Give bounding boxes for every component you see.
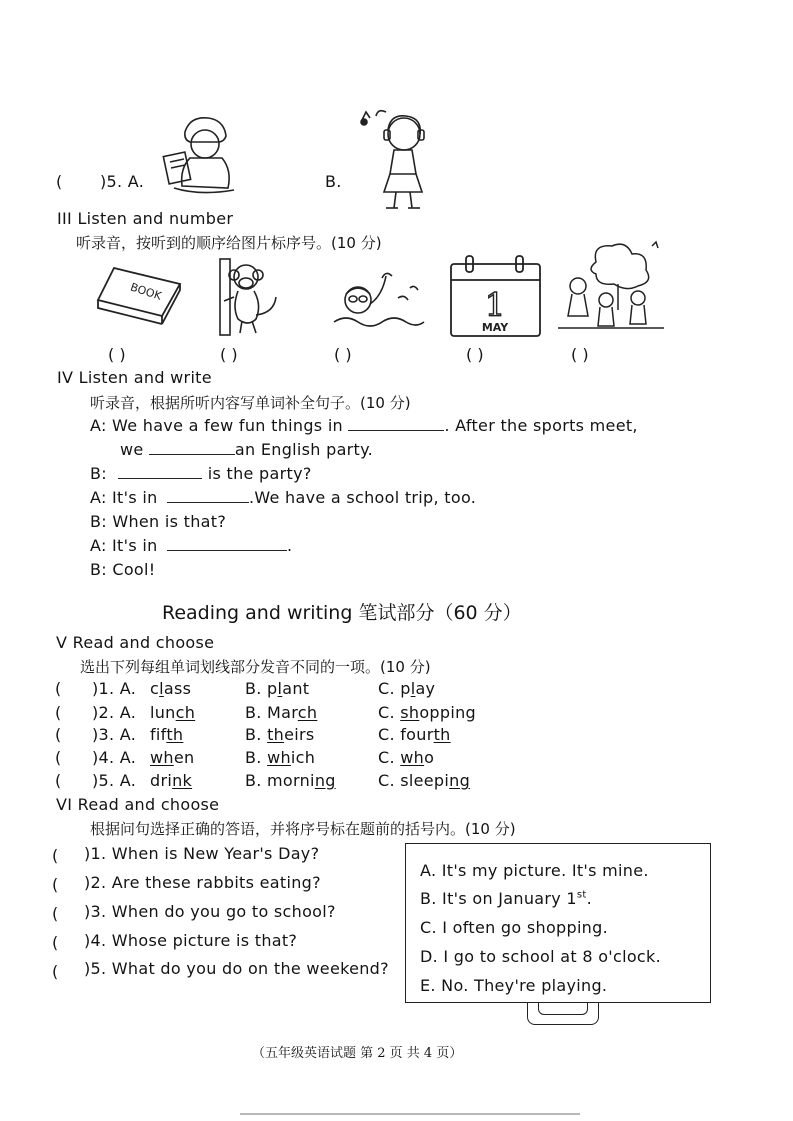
dialog-line-6-text-b: .	[286, 536, 293, 555]
option-a: fifth	[150, 725, 184, 744]
monkey-picture	[212, 257, 282, 337]
dialog-line-3-text-b: is the party?	[207, 464, 312, 483]
dialog-line-4	[90, 488, 476, 507]
dialog-line-4-text-a: A: It's in	[90, 488, 158, 507]
reading-writing-title: Reading and writing 笔试部分（60 分）	[162, 602, 522, 624]
section5-title: V Read and choose	[56, 633, 215, 652]
answer-paren[interactable]: (	[55, 725, 62, 744]
girl-with-headphones-picture	[356, 108, 436, 216]
option-b: B. morning	[245, 771, 336, 790]
question-5: )5. What do you do on the weekend?	[84, 959, 389, 978]
blank-4[interactable]	[167, 488, 249, 503]
q5-option-b-label: B.	[325, 172, 342, 191]
row-number: )4. A.	[92, 748, 137, 767]
dialog-line-1-text-b: . After the sports meet,	[444, 416, 638, 435]
book-picture	[96, 262, 184, 322]
page-footer: （五年级英语试题 第 2 页 共 4 页）	[252, 1046, 463, 1061]
calendar-may-1-picture	[448, 254, 543, 338]
section3-title: III Listen and number	[57, 209, 234, 228]
option-b: B. theirs	[245, 725, 315, 744]
section5-instruction: 选出下列每组单词划线部分发音不同的一项。(10 分)	[80, 658, 431, 676]
blank-5[interactable]	[167, 536, 287, 551]
question-4-paren[interactable]: (	[52, 933, 59, 952]
option-b: B. March	[245, 703, 318, 722]
q5-paren: (	[56, 172, 63, 191]
section6-instruction: 根据问句选择正确的答语，并将序号标在题前的括号内。(10 分)	[90, 820, 516, 838]
kids-picnic-picture	[556, 240, 666, 334]
row-number: )5. A.	[92, 771, 137, 790]
dialog-line-1	[90, 416, 638, 435]
calendar-month: MAY	[481, 321, 509, 334]
dialog-line-4-text-b: .We have a school trip, too.	[248, 488, 477, 507]
answer-a: A. It's my picture. It's mine.	[420, 861, 649, 880]
dialog-line-2-text-a: we	[120, 440, 144, 459]
option-a: class	[150, 679, 192, 698]
option-c: C. fourth	[378, 725, 451, 744]
dialog-line-2	[120, 440, 373, 459]
blank-2[interactable]	[149, 440, 235, 455]
option-a: lunch	[150, 703, 196, 722]
answer-b: B. It's on January 1st.	[420, 889, 593, 908]
question-5-paren[interactable]: (	[52, 962, 59, 981]
picture-1-answer-blank[interactable]: ( )	[108, 345, 126, 364]
question-2: )2. Are these rabbits eating?	[84, 873, 321, 892]
dialog-line-6	[90, 536, 292, 555]
q5-label: )5. A.	[100, 172, 145, 191]
blank-1[interactable]	[348, 416, 444, 431]
answer-paren[interactable]: (	[55, 748, 62, 767]
answer-e: E. No. They're playing.	[420, 976, 608, 995]
option-b: B. plant	[245, 679, 310, 698]
option-c: C. sleeping	[378, 771, 471, 790]
swimmer-picture	[330, 268, 425, 333]
answer-d: D. I go to school at 8 o'clock.	[420, 947, 661, 966]
dialog-line-3	[90, 464, 312, 483]
option-c: C. shopping	[378, 703, 476, 722]
answer-paren[interactable]: (	[55, 703, 62, 722]
option-a: drink	[150, 771, 193, 790]
book-cover-text: BOOK	[128, 280, 164, 303]
blank-3[interactable]	[118, 464, 202, 479]
section4-title: IV Listen and write	[57, 368, 212, 387]
picture-5-answer-blank[interactable]: ( )	[571, 345, 589, 364]
answer-paren[interactable]: (	[55, 771, 62, 790]
section4-instruction: 听录音，根据所听内容写单词补全句子。(10 分)	[90, 394, 411, 412]
section6-title: VI Read and choose	[56, 795, 220, 814]
answer-paren[interactable]: (	[55, 679, 62, 698]
calendar-day-number: 1	[484, 286, 506, 324]
option-c: C. play	[378, 679, 436, 698]
dialog-line-1-text-a: A: We have a few fun things in	[90, 416, 343, 435]
answer-c: C. I often go shopping.	[420, 918, 608, 937]
question-4: )4. Whose picture is that?	[84, 931, 298, 950]
dialog-line-6-text-a: A: It's in	[90, 536, 158, 555]
option-c: C. who	[378, 748, 435, 767]
answer-box-handle-inner	[538, 1003, 588, 1015]
question-3: )3. When do you go to school?	[84, 902, 336, 921]
scan-edge-line	[240, 1113, 580, 1115]
row-number: )1. A.	[92, 679, 137, 698]
row-number: )2. A.	[92, 703, 137, 722]
question-1: )1. When is New Year's Day?	[84, 844, 320, 863]
dialog-line-7: B: Cool!	[90, 560, 156, 579]
section3-instruction: 听录音，按听到的顺序给图片标序号。(10 分)	[76, 234, 382, 252]
dialog-line-3-text-a: B:	[90, 464, 107, 483]
picture-3-answer-blank[interactable]: ( )	[334, 345, 352, 364]
dialog-line-5: B: When is that?	[90, 512, 227, 531]
row-number: )3. A.	[92, 725, 137, 744]
option-a: when	[150, 748, 195, 767]
question-1-paren[interactable]: (	[52, 846, 59, 865]
picture-2-answer-blank[interactable]: ( )	[220, 345, 238, 364]
question-2-paren[interactable]: (	[52, 875, 59, 894]
picture-4-answer-blank[interactable]: ( )	[466, 345, 484, 364]
dialog-line-2-text-b: an English party.	[234, 440, 373, 459]
boy-reading-picture	[160, 112, 240, 197]
option-b: B. which	[245, 748, 316, 767]
question-3-paren[interactable]: (	[52, 904, 59, 923]
